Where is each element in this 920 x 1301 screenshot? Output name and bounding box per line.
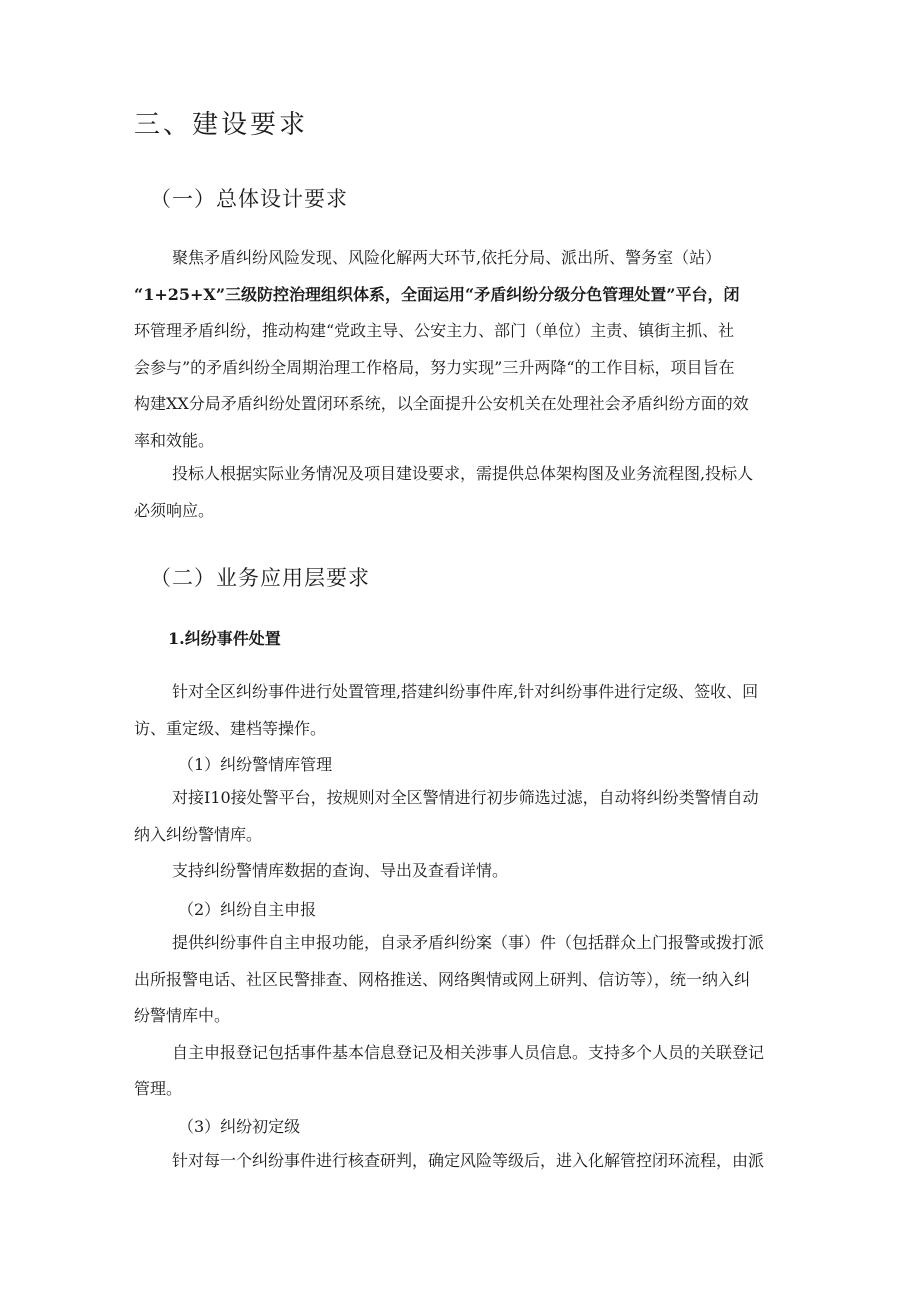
text-line: 支持纠纷警情库数据的查询、导出及查看详情。 <box>172 861 509 880</box>
text-line: 纳入纠纷警情库。 <box>134 824 263 844</box>
paragraph-dispute-intro <box>134 674 794 747</box>
text-line: 构建XX分局矛盾纠纷处置闭环系统，以全面提升公安机关在处理社会矛盾纠纷方面的效 <box>134 394 749 413</box>
text-line: 出所报警电话、社区民警排查、网格推送、网络舆情或网上研判、信访等），统一纳入纠 <box>134 969 751 989</box>
text-line: 环管理矛盾纠纷，推动构建“党政主导、公安主力、部门（单位）主责、镇街主抓、社 <box>134 321 735 340</box>
text-line: 对接I10接处警平台，按规则对全区警情进行初步筛选过滤，自动将纠纷类警情自动 <box>172 788 759 807</box>
sub-item-title-2: （2）纠纷自主申报 <box>178 900 317 919</box>
text-line: “1+25+X”三级防控治理组织体系，全面运用“矛盾纠纷分级分色管理处置”平台，闭 <box>134 284 740 304</box>
text-line: 访、重定级、建档等操作。 <box>134 718 327 738</box>
text-line: 率和效能。 <box>134 430 215 450</box>
paragraph-self-report <box>134 925 794 1108</box>
text-line: 投标人根据实际业务情况及项目建设要求，需提供总体架构图及业务流程图,投标人 <box>172 464 754 483</box>
paragraph-bidder-requirement <box>134 456 794 529</box>
sub-item-title-3: （3）纠纷初定级 <box>178 1117 301 1136</box>
paragraph-overall-design <box>134 240 794 459</box>
subsection-heading-2: （二）业务应用层要求 <box>150 566 370 590</box>
text-line: 自主申报登记包括事件基本信息登记及相关涉事人员信息。支持多个人员的关联登记 <box>172 1042 765 1062</box>
text-line: 管理。 <box>134 1079 183 1098</box>
text-line: 针对每一个纠纷事件进行核查研判，确定风险等级后，进入化解管控闭环流程，由派 <box>172 1151 765 1170</box>
paragraph-alert-library <box>134 780 794 890</box>
item-title-dispute-handling: 1.纠纷事件处置 <box>168 629 281 648</box>
text-line <box>134 277 794 314</box>
text-line: 提供纠纷事件自主申报功能，自录矛盾纠纷案（事）件（包括群众上门报警或拨打派 <box>172 933 765 952</box>
text-line: 纷警情库中。 <box>134 1006 231 1025</box>
subsection-heading-1: （一）总体设计要求 <box>150 187 348 211</box>
text-line: 聚焦矛盾纠纷风险发现、风险化解两大环节,依托分局、派出所、警务室（站） <box>172 248 722 267</box>
section-title: 三、建设要求 <box>134 110 309 140</box>
text-line: 针对全区纠纷事件进行处置管理,搭建纠纷事件库,针对纠纷事件进行定级、签收、回 <box>172 682 759 701</box>
paragraph-initial-grading <box>134 1143 794 1180</box>
text-line: 必须响应。 <box>134 500 215 520</box>
sub-item-title-1: （1）纠纷警情库管理 <box>178 755 333 774</box>
text-line: 会参与”的矛盾纠纷全周期治理工作格局，努力实现”三升两降“的工作目标，项目旨在 <box>134 357 735 377</box>
